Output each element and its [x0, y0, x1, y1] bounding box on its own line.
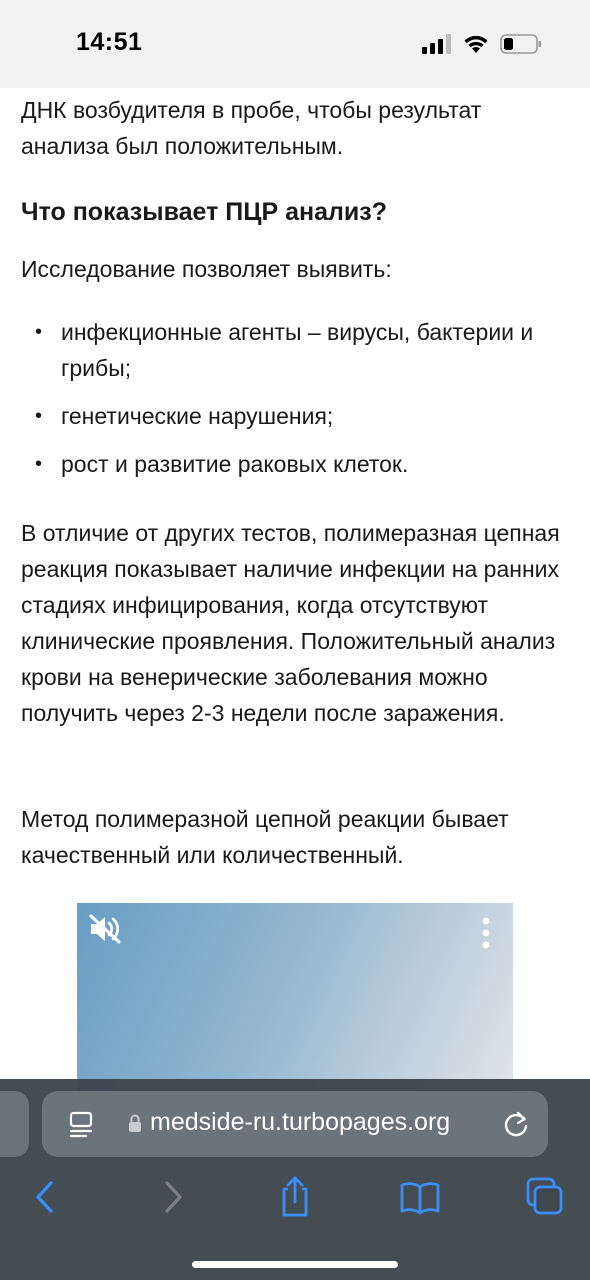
browser-toolbar	[0, 1079, 590, 1280]
share-icon[interactable]	[273, 1175, 317, 1219]
speaker-muted-icon[interactable]	[87, 913, 123, 945]
article-paragraph: Метод полимеразной цепной реакции бывает качественный или количественный.	[21, 806, 509, 868]
book-icon[interactable]	[398, 1175, 442, 1219]
wifi-icon	[462, 32, 490, 54]
section-heading: Что показывает ПЦР анализ?	[21, 198, 387, 226]
status-time: 14:51	[76, 28, 143, 56]
navigation-row	[0, 1175, 590, 1219]
reload-icon[interactable]	[502, 1109, 530, 1139]
vertical-ellipsis-icon[interactable]	[481, 917, 491, 951]
list-item: • рост и развитие раковых клеток.	[21, 446, 566, 482]
page-menu-icon[interactable]	[68, 1111, 94, 1139]
status-bar	[0, 0, 590, 88]
home-indicator[interactable]	[192, 1261, 398, 1268]
url-text[interactable]: medside-ru.turbopages.org	[150, 1108, 451, 1136]
chevron-right-icon[interactable]	[150, 1175, 194, 1219]
article-paragraph: Исследование позволяет выявить:	[21, 256, 392, 282]
bullet-list	[21, 314, 566, 482]
address-bar[interactable]	[42, 1091, 548, 1157]
lock-icon	[128, 1113, 142, 1133]
previous-tab-peek[interactable]	[0, 1091, 29, 1157]
battery-icon	[500, 34, 542, 54]
tabs-icon[interactable]	[522, 1175, 566, 1219]
chevron-left-icon[interactable]	[24, 1175, 68, 1219]
article-paragraph: ДНК возбудителя в пробе, чтобы результат анализа был положительным.	[21, 97, 482, 159]
video-player[interactable]	[77, 903, 513, 1103]
list-item: • инфекционные агенты – вирусы, бактерии и грибы;	[21, 314, 566, 386]
list-item: • генетические нарушения;	[21, 398, 566, 434]
cellular-signal-icon	[422, 34, 454, 54]
article-paragraph: В отличие от других тестов, полимеразная цепная реакция показывает наличие инфекции на ранних стадиях инфицирования, когда отсутствуют клинические проявления. Положительный анализ крови на венерические заболевания можно получить через 2-3 недели после заражения.	[21, 520, 560, 726]
